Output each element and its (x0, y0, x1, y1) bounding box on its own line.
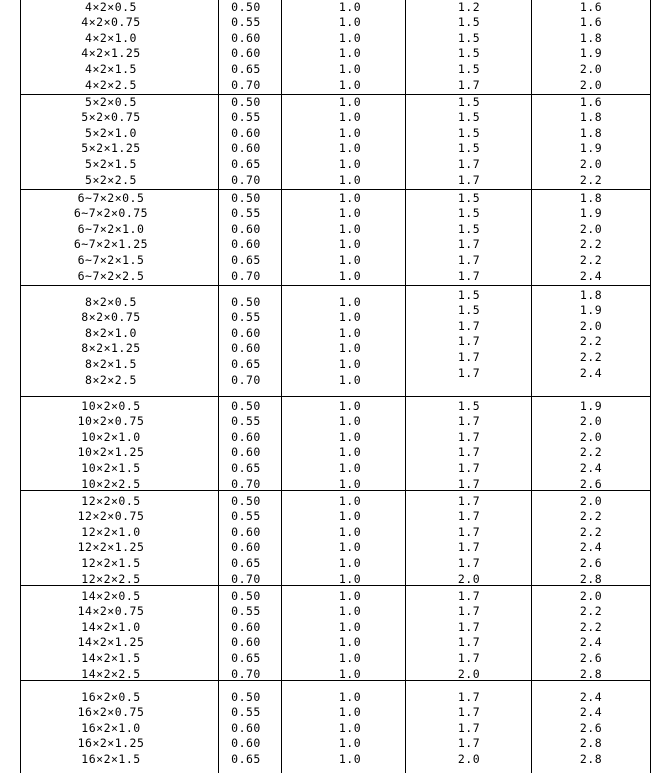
value-d-cell: 2.8 (579, 751, 603, 766)
value-d-cell: 2.2 (579, 524, 603, 539)
value-c-cell: 1.7 (457, 460, 481, 475)
size-cell: 14×2×1.5 (81, 650, 141, 665)
thickness-cell: 0.70 (231, 172, 261, 187)
value-b-cell: 1.0 (338, 15, 362, 30)
column-divider (531, 0, 532, 773)
value-d-cell: 1.8 (579, 30, 603, 45)
thickness-cell: 0.50 (231, 294, 261, 309)
value-b-cell: 1.0 (338, 445, 362, 460)
value-c-cell: 1.7 (457, 604, 481, 619)
thickness-cell: 0.60 (231, 325, 261, 340)
size-cell: 12×2×2.5 (81, 571, 141, 586)
value-c-cell: 1.7 (457, 445, 481, 460)
group-divider (21, 285, 651, 286)
value-b-cell: 1.0 (338, 398, 362, 413)
value-d-cell: 2.6 (579, 476, 603, 491)
value-b-cell: 1.0 (338, 325, 362, 340)
value-c-cell: 1.7 (457, 268, 481, 283)
value-b-cell: 1.0 (338, 476, 362, 491)
value-b-cell: 1.0 (338, 635, 362, 650)
value-c-cell: 1.5 (457, 15, 481, 30)
value-d-cell: 2.6 (579, 650, 603, 665)
value-b-cell: 1.0 (338, 30, 362, 45)
thickness-cell: 0.70 (231, 268, 261, 283)
size-cell: 8×2×1.25 (81, 341, 141, 356)
thickness-cell: 0.60 (231, 619, 261, 634)
value-d-cell: 2.6 (579, 555, 603, 570)
value-b-cell: 1.0 (338, 125, 362, 140)
value-b-cell: 1.0 (338, 268, 362, 283)
thickness-cell: 0.50 (231, 94, 261, 109)
value-d-cell: 1.9 (579, 141, 603, 156)
value-b-cell: 1.0 (338, 666, 362, 681)
size-cell: 4×2×2.5 (85, 77, 137, 92)
value-c-cell: 1.5 (457, 94, 481, 109)
thickness-cell: 0.65 (231, 555, 261, 570)
thickness-cell: 0.55 (231, 206, 261, 221)
size-cell: 10×2×0.75 (77, 414, 145, 429)
thickness-cell: 0.60 (231, 540, 261, 555)
value-d-cell: 2.2 (579, 445, 603, 460)
thickness-cell: 0.70 (231, 77, 261, 92)
thickness-cell: 0.65 (231, 460, 261, 475)
thickness-cell: 0.50 (231, 398, 261, 413)
value-c-cell: 1.5 (457, 141, 481, 156)
value-d-cell: 2.0 (579, 318, 603, 333)
value-d-cell: 2.0 (579, 414, 603, 429)
value-b-cell: 1.0 (338, 356, 362, 371)
value-b-cell: 1.0 (338, 720, 362, 735)
value-b-cell: 1.0 (338, 206, 362, 221)
value-d-cell: 1.8 (579, 125, 603, 140)
value-b-cell: 1.0 (338, 237, 362, 252)
value-c-cell: 1.5 (457, 30, 481, 45)
thickness-cell: 0.70 (231, 476, 261, 491)
size-cell: 5×2×1.25 (81, 141, 141, 156)
size-cell: 8×2×2.5 (85, 372, 137, 387)
thickness-cell: 0.55 (231, 414, 261, 429)
value-c-cell: 2.0 (457, 751, 481, 766)
size-cell: 8×2×1.5 (85, 356, 137, 371)
value-c-cell: 1.7 (457, 476, 481, 491)
value-d-cell: 2.0 (579, 61, 603, 76)
thickness-cell: 0.60 (231, 720, 261, 735)
value-c-cell: 1.7 (457, 705, 481, 720)
value-c-cell: 2.0 (457, 571, 481, 586)
size-cell: 16×2×1.0 (81, 720, 141, 735)
value-c-cell: 1.7 (457, 237, 481, 252)
value-b-cell: 1.0 (338, 0, 362, 14)
size-cell: 4×2×0.5 (85, 0, 137, 14)
value-b-cell: 1.0 (338, 221, 362, 236)
value-b-cell: 1.0 (338, 540, 362, 555)
thickness-cell: 0.55 (231, 604, 261, 619)
value-c-cell: 1.2 (457, 0, 481, 14)
value-c-cell: 1.7 (457, 720, 481, 735)
size-cell: 6~7×2×1.5 (77, 252, 145, 267)
value-d-cell: 2.8 (579, 666, 603, 681)
value-c-cell: 1.7 (457, 414, 481, 429)
value-c-cell: 1.7 (457, 524, 481, 539)
size-cell: 16×2×1.5 (81, 751, 141, 766)
value-b-cell: 1.0 (338, 46, 362, 61)
size-cell: 6~7×2×0.5 (77, 190, 145, 205)
thickness-cell: 0.50 (231, 689, 261, 704)
value-b-cell: 1.0 (338, 252, 362, 267)
size-cell: 8×2×0.75 (81, 310, 141, 325)
size-cell: 10×2×0.5 (81, 398, 141, 413)
value-c-cell: 1.5 (457, 61, 481, 76)
thickness-cell: 0.65 (231, 356, 261, 371)
value-b-cell: 1.0 (338, 190, 362, 205)
thickness-cell: 0.60 (231, 429, 261, 444)
column-divider (20, 0, 21, 773)
thickness-cell: 0.60 (231, 125, 261, 140)
value-b-cell: 1.0 (338, 705, 362, 720)
value-b-cell: 1.0 (338, 493, 362, 508)
value-d-cell: 2.0 (579, 156, 603, 171)
thickness-cell: 0.65 (231, 650, 261, 665)
value-d-cell: 2.2 (579, 349, 603, 364)
value-c-cell: 1.5 (457, 221, 481, 236)
value-d-cell: 2.0 (579, 493, 603, 508)
size-cell: 6~7×2×0.75 (73, 206, 149, 221)
value-c-cell: 1.7 (457, 334, 481, 349)
value-c-cell: 1.7 (457, 172, 481, 187)
value-c-cell: 1.5 (457, 303, 481, 318)
thickness-cell: 0.55 (231, 705, 261, 720)
value-d-cell: 2.0 (579, 588, 603, 603)
size-cell: 16×2×0.75 (77, 705, 145, 720)
value-b-cell: 1.0 (338, 588, 362, 603)
size-cell: 10×2×1.25 (77, 445, 145, 460)
thickness-cell: 0.60 (231, 445, 261, 460)
column-divider (218, 0, 219, 773)
size-cell: 5×2×0.75 (81, 110, 141, 125)
size-cell: 10×2×1.0 (81, 429, 141, 444)
value-b-cell: 1.0 (338, 751, 362, 766)
thickness-cell: 0.50 (231, 190, 261, 205)
value-d-cell: 2.2 (579, 237, 603, 252)
value-d-cell: 2.0 (579, 77, 603, 92)
value-b-cell: 1.0 (338, 77, 362, 92)
value-b-cell: 1.0 (338, 156, 362, 171)
value-d-cell: 1.6 (579, 94, 603, 109)
size-cell: 14×2×2.5 (81, 666, 141, 681)
value-c-cell: 2.0 (457, 666, 481, 681)
thickness-cell: 0.65 (231, 61, 261, 76)
value-c-cell: 1.5 (457, 206, 481, 221)
value-d-cell: 2.8 (579, 736, 603, 751)
value-d-cell: 2.4 (579, 268, 603, 283)
value-b-cell: 1.0 (338, 650, 362, 665)
size-cell: 14×2×1.25 (77, 635, 145, 650)
value-c-cell: 1.7 (457, 588, 481, 603)
thickness-cell: 0.70 (231, 372, 261, 387)
value-c-cell: 1.7 (457, 349, 481, 364)
thickness-cell: 0.55 (231, 110, 261, 125)
value-d-cell: 2.2 (579, 334, 603, 349)
thickness-cell: 0.70 (231, 666, 261, 681)
size-cell: 10×2×2.5 (81, 476, 141, 491)
value-b-cell: 1.0 (338, 555, 362, 570)
thickness-cell: 0.60 (231, 30, 261, 45)
size-cell: 5×2×0.5 (85, 94, 137, 109)
group-divider (21, 396, 651, 397)
value-d-cell: 1.8 (579, 190, 603, 205)
value-c-cell: 1.7 (457, 540, 481, 555)
value-c-cell: 1.5 (457, 190, 481, 205)
size-cell: 12×2×1.0 (81, 524, 141, 539)
size-cell: 14×2×1.0 (81, 619, 141, 634)
value-d-cell: 2.4 (579, 705, 603, 720)
column-divider (650, 0, 651, 773)
size-cell: 8×2×0.5 (85, 294, 137, 309)
thickness-cell: 0.60 (231, 221, 261, 236)
size-cell: 12×2×1.5 (81, 555, 141, 570)
thickness-cell: 0.55 (231, 310, 261, 325)
thickness-cell: 0.65 (231, 156, 261, 171)
value-b-cell: 1.0 (338, 414, 362, 429)
value-c-cell: 1.7 (457, 493, 481, 508)
value-d-cell: 1.6 (579, 0, 603, 14)
value-c-cell: 1.7 (457, 689, 481, 704)
value-d-cell: 2.2 (579, 172, 603, 187)
size-cell: 5×2×1.0 (85, 125, 137, 140)
size-cell: 4×2×1.25 (81, 46, 141, 61)
thickness-cell: 0.60 (231, 141, 261, 156)
size-cell: 12×2×1.25 (77, 540, 145, 555)
size-cell: 12×2×0.5 (81, 493, 141, 508)
value-b-cell: 1.0 (338, 141, 362, 156)
value-c-cell: 1.5 (457, 287, 481, 302)
value-d-cell: 1.9 (579, 206, 603, 221)
size-cell: 14×2×0.5 (81, 588, 141, 603)
value-d-cell: 2.0 (579, 221, 603, 236)
thickness-cell: 0.50 (231, 493, 261, 508)
size-cell: 6~7×2×1.0 (77, 221, 145, 236)
value-d-cell: 2.2 (579, 509, 603, 524)
value-c-cell: 1.5 (457, 125, 481, 140)
value-b-cell: 1.0 (338, 61, 362, 76)
value-d-cell: 2.2 (579, 619, 603, 634)
size-cell: 5×2×2.5 (85, 172, 137, 187)
size-cell: 10×2×1.5 (81, 460, 141, 475)
thickness-cell: 0.50 (231, 0, 261, 14)
thickness-cell: 0.60 (231, 524, 261, 539)
value-d-cell: 2.0 (579, 429, 603, 444)
value-b-cell: 1.0 (338, 429, 362, 444)
value-b-cell: 1.0 (338, 460, 362, 475)
size-cell: 4×2×1.5 (85, 61, 137, 76)
value-d-cell: 1.9 (579, 398, 603, 413)
value-d-cell: 1.9 (579, 303, 603, 318)
value-c-cell: 1.7 (457, 429, 481, 444)
size-cell: 14×2×0.75 (77, 604, 145, 619)
value-c-cell: 1.5 (457, 110, 481, 125)
size-cell: 5×2×1.5 (85, 156, 137, 171)
value-c-cell: 1.7 (457, 736, 481, 751)
value-d-cell: 2.4 (579, 689, 603, 704)
size-cell: 6~7×2×1.25 (73, 237, 149, 252)
value-b-cell: 1.0 (338, 294, 362, 309)
thickness-cell: 0.50 (231, 588, 261, 603)
value-b-cell: 1.0 (338, 372, 362, 387)
value-c-cell: 1.7 (457, 77, 481, 92)
value-c-cell: 1.7 (457, 650, 481, 665)
value-c-cell: 1.7 (457, 252, 481, 267)
value-b-cell: 1.0 (338, 172, 362, 187)
column-divider (405, 0, 406, 773)
value-d-cell: 1.9 (579, 46, 603, 61)
value-d-cell: 2.6 (579, 720, 603, 735)
value-d-cell: 1.8 (579, 287, 603, 302)
size-cell: 12×2×0.75 (77, 509, 145, 524)
value-d-cell: 2.4 (579, 460, 603, 475)
size-cell: 4×2×0.75 (81, 15, 141, 30)
thickness-cell: 0.55 (231, 15, 261, 30)
value-b-cell: 1.0 (338, 110, 362, 125)
thickness-cell: 0.65 (231, 252, 261, 267)
value-d-cell: 1.8 (579, 110, 603, 125)
size-cell: 6~7×2×2.5 (77, 268, 145, 283)
value-d-cell: 2.4 (579, 365, 603, 380)
value-b-cell: 1.0 (338, 571, 362, 586)
value-d-cell: 2.8 (579, 571, 603, 586)
thickness-cell: 0.60 (231, 341, 261, 356)
value-c-cell: 1.7 (457, 619, 481, 634)
column-divider (281, 0, 282, 773)
thickness-cell: 0.60 (231, 635, 261, 650)
value-d-cell: 2.4 (579, 635, 603, 650)
value-b-cell: 1.0 (338, 619, 362, 634)
value-b-cell: 1.0 (338, 524, 362, 539)
size-cell: 4×2×1.0 (85, 30, 137, 45)
value-d-cell: 2.2 (579, 252, 603, 267)
value-c-cell: 1.5 (457, 398, 481, 413)
value-b-cell: 1.0 (338, 310, 362, 325)
thickness-cell: 0.55 (231, 509, 261, 524)
value-c-cell: 1.7 (457, 156, 481, 171)
value-c-cell: 1.7 (457, 555, 481, 570)
value-b-cell: 1.0 (338, 689, 362, 704)
value-d-cell: 1.6 (579, 15, 603, 30)
thickness-cell: 0.60 (231, 46, 261, 61)
thickness-cell: 0.70 (231, 571, 261, 586)
size-cell: 8×2×1.0 (85, 325, 137, 340)
value-c-cell: 1.7 (457, 318, 481, 333)
value-d-cell: 2.4 (579, 540, 603, 555)
thickness-cell: 0.65 (231, 751, 261, 766)
value-c-cell: 1.7 (457, 365, 481, 380)
thickness-cell: 0.60 (231, 237, 261, 252)
value-c-cell: 1.7 (457, 509, 481, 524)
thickness-cell: 0.60 (231, 736, 261, 751)
value-d-cell: 2.2 (579, 604, 603, 619)
value-b-cell: 1.0 (338, 736, 362, 751)
size-cell: 16×2×0.5 (81, 689, 141, 704)
value-c-cell: 1.7 (457, 635, 481, 650)
value-b-cell: 1.0 (338, 509, 362, 524)
value-b-cell: 1.0 (338, 341, 362, 356)
value-c-cell: 1.5 (457, 46, 481, 61)
value-b-cell: 1.0 (338, 604, 362, 619)
size-cell: 16×2×1.25 (77, 736, 145, 751)
value-b-cell: 1.0 (338, 94, 362, 109)
